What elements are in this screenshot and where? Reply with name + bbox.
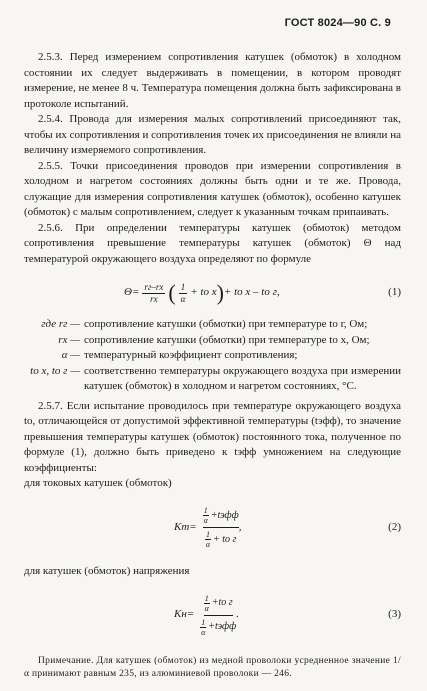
formula-3-den-tail: +tэфф [208,621,237,633]
formula-1-open-paren: ( [168,280,176,305]
formula-1-inner-denominator: α [180,293,186,304]
paragraph-2-5-4: 2.5.4. Провода для измерения малых сопротивлений присоединяют так, чтобы их сопротивления и сопротивления точек их присоединения не влияли на величину измеряемого сопротивления. [24,113,401,156]
paragraph-2-5-5: 2.5.5. Точки присоединения проводов при измерении сопротивления в холодном и нагретом состояниях должны быть одни и те же. Провода, служащие для измерения сопротивления катушек (обмоток), особенно катушек (обмоток) с малым сопротивлением, следует к указанным точкам припаивать. [24,159,401,218]
formula-1-inner-fraction [179,282,188,305]
definition-text: сопротивление катушки (обмотки) при температуре tо г, Ом; [84,318,368,330]
formula-1-inner-numerator: 1 [180,281,186,292]
formula-3-numerator [204,592,233,616]
formula-2-num-mini-d: α [203,516,208,525]
definition-item [24,364,401,395]
definition-item [24,333,401,349]
formula-2-lhs: Kт= [174,520,197,533]
formula-2-den-mini-d: α [205,540,211,549]
definition-text: сопротивление катушки (обмотки) при температуре tо х, Ом; [84,333,370,346]
formula-2-den-mini [205,530,211,549]
formula-3-num-mini-n: 1 [204,593,209,603]
formula-2-num-mini [203,506,209,525]
definition-text: соответственно температуры окружающего воздуха при измерении катушек (обмоток) в холодном и нагретом состояниях, °С. [84,364,401,392]
definition-item [24,317,401,333]
formula-1-numerator: rг–rх [144,281,164,292]
formula-1-lhs: Θ= [124,286,140,299]
formula-2-denominator [205,528,236,551]
label-current-coils: для токовых катушек (обмоток) [24,477,172,489]
formula-1-close-paren: ) [216,280,224,305]
formula-1 [124,273,401,313]
formula-3-num-tail: +tо г [211,597,233,609]
formula-3-den-mini-d: α [201,627,206,637]
formula-1-tail: + tо х – tо г, [223,286,280,299]
paragraph-2-5-6: 2.5.6. При определении температуры катушек (обмоток) методом сопротивления превышение температуры катушек (обмоток) Θ над температурой окружающего воздуха определяют по формуле [24,221,401,265]
formula-2-fraction [203,504,239,551]
formula-3-lhs: Kн= [174,608,195,621]
paragraph-2-5-3: 2.5.3. Перед измерением сопротивления катушек (обмоток) в холодном состоянии их следует выдерживать в помещении, в котором проводят измерение, не менее 8 ч. Температура помещения должна быть зафиксирована в протоколе испытаний. [24,51,401,110]
paragraph-2-5-7: 2.5.7. Если испытание проводилось при температуре окружающего воздуха tо, отличающейся от допустимой эффективной температуры (tэфф), то значение превышения температуры катушек (обмоток) постоянного тока, полученное по формуле (1), должно быть приведено к tэфф умножением на следующие коэффициенты: [24,399,401,474]
formula-2-comma: , [238,520,242,533]
formula-2 [174,496,401,560]
formula-3-number: (3) [388,608,401,621]
formula-3-den-mini-n: 1 [201,617,206,627]
definition-symbol: tо х, tо г — [30,364,80,377]
formula-2-den-mini-n: 1 [206,530,210,539]
formula-2-den-tail: + tо г [213,533,237,545]
formula-2-num-tail: +tэфф [210,509,239,521]
definition-item [24,348,401,364]
page-header: ГОСТ 8024—90 С. 9 [284,17,391,29]
label-voltage-coils: для катушек (обмоток) напряжения [24,564,190,577]
formula-3-fraction [200,592,236,639]
formula-3-num-mini [204,594,210,613]
definition-symbol: где rг — [41,318,80,330]
formula-3-denominator [200,616,236,639]
definitions-list [24,317,401,395]
formula-3-den-mini [200,618,206,637]
formula-2-numerator [203,504,239,528]
formula-1-denominator: rх [150,293,158,304]
formula-2-number: (2) [388,520,401,533]
definition-symbol: rх — [58,333,80,346]
formula-3-num-mini-d: α [204,603,209,613]
formula-1-fraction [142,282,165,305]
formula-3 [174,583,401,647]
definition-text: температурный коэффициент сопротивления; [84,349,298,361]
page-content [24,50,401,691]
formula-1-number: (1) [388,286,401,299]
formula-3-dot: . [236,608,239,621]
footnote-note: Примечание. Для катушек (обмоток) из медной проволоки усредненное значение 1/α принимают равным 235, из алюминиевой проволоки — 246. [24,656,401,679]
formula-1-paren-tail: + tо х [190,286,217,299]
definition-symbol: α — [61,349,80,361]
formula-2-num-mini-n: 1 [203,506,208,515]
